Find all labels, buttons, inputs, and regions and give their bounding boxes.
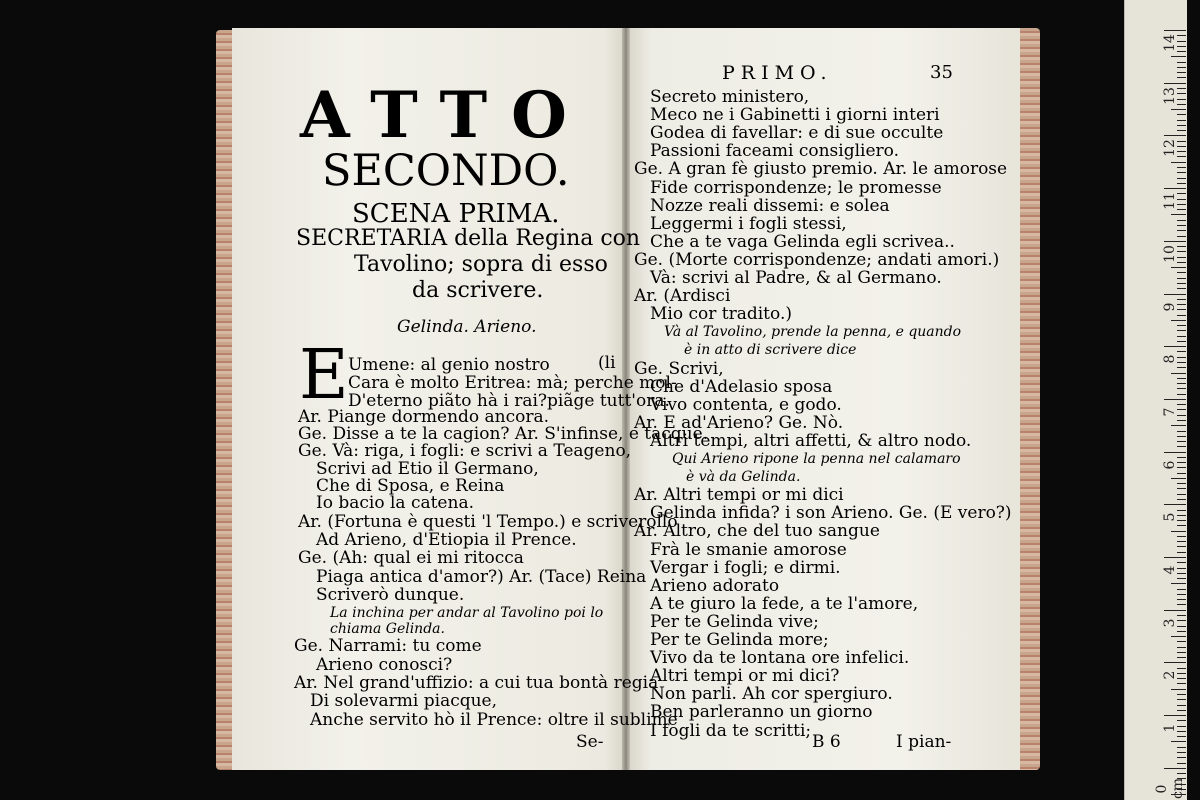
verse-line: Và: scrivi al Padre, & al Germano. bbox=[650, 268, 942, 288]
ruler-tick bbox=[1177, 204, 1186, 205]
ruler-label: 6 bbox=[1162, 460, 1178, 470]
ruler-tick bbox=[1171, 478, 1186, 479]
ruler-tick bbox=[1177, 46, 1186, 47]
ruler-tick bbox=[1177, 351, 1186, 352]
ruler-tick bbox=[1177, 731, 1186, 732]
ruler-tick bbox=[1164, 715, 1186, 716]
ruler-tick bbox=[1177, 156, 1186, 157]
ruler-tick bbox=[1171, 425, 1186, 426]
ruler-label: 4 bbox=[1162, 565, 1178, 575]
act-subtitle: SECONDO. bbox=[322, 146, 570, 196]
ruler-label: 2 bbox=[1162, 670, 1178, 680]
verse-line: Ge. Và: riga, i fogli: e scrivi a Teageno, bbox=[298, 441, 632, 461]
ruler-tick bbox=[1177, 615, 1186, 616]
verse-line: Ad Arieno, d'Etiopia il Prence. bbox=[316, 530, 577, 550]
ruler-tick bbox=[1177, 705, 1186, 706]
verse-line: Umene: al genio nostro bbox=[348, 355, 550, 375]
ruler-tick bbox=[1171, 636, 1186, 637]
ruler-tick bbox=[1164, 188, 1186, 189]
ruler-tick bbox=[1177, 473, 1186, 474]
ruler-tick bbox=[1164, 452, 1186, 453]
ruler-tick bbox=[1164, 294, 1186, 295]
catchword-right: I pian- bbox=[896, 732, 952, 752]
ruler-tick bbox=[1177, 283, 1186, 284]
verse-line: Qui Arieno ripone la penna nel calamaro bbox=[672, 451, 961, 467]
ruler-tick bbox=[1177, 757, 1186, 758]
ruler-tick bbox=[1177, 77, 1186, 78]
ruler-tick bbox=[1177, 288, 1186, 289]
ruler-tick bbox=[1164, 83, 1186, 84]
verse-line: Che a te vaga Gelinda egli scrivea.. bbox=[650, 231, 955, 252]
ruler-tick bbox=[1171, 56, 1186, 57]
ruler-tick bbox=[1177, 151, 1186, 152]
ruler-tick bbox=[1177, 120, 1186, 121]
ruler-tick bbox=[1177, 404, 1186, 405]
ruler-tick bbox=[1177, 599, 1186, 600]
running-header: PRIMO. bbox=[722, 62, 833, 84]
verse-line: A te giuro la fede, a te l'amore, bbox=[650, 593, 919, 614]
ruler-label: 14 bbox=[1162, 34, 1178, 52]
verse-line: Ben parleranno un giorno bbox=[650, 702, 873, 723]
ruler-tick bbox=[1177, 652, 1186, 653]
verse-line: Và al Tavolino, prende la penna, e quando bbox=[664, 324, 962, 341]
setting-line: Tavolino; sopra di esso bbox=[354, 252, 608, 277]
ruler-tick bbox=[1177, 589, 1186, 590]
ruler-tick bbox=[1164, 135, 1186, 136]
ruler-label: 0 cm bbox=[1154, 777, 1186, 799]
ruler-tick bbox=[1177, 167, 1186, 168]
verse-line: Nozze reali dissemi: e solea bbox=[650, 195, 890, 216]
ruler-tick bbox=[1171, 214, 1186, 215]
ruler-tick bbox=[1164, 662, 1186, 663]
ruler-tick bbox=[1171, 583, 1186, 584]
verse-line: Ge. Narrami: tu come bbox=[294, 636, 482, 656]
ruler-tick bbox=[1177, 62, 1186, 63]
verse-line: Ar. Altro, che del tuo sangue bbox=[634, 521, 880, 542]
verse-line: Scriverò dunque. bbox=[316, 585, 465, 605]
ruler-tick bbox=[1164, 241, 1186, 242]
ruler-tick bbox=[1177, 446, 1186, 447]
ruler-tick bbox=[1177, 441, 1186, 442]
verse-line: Ar. (Ardisci bbox=[634, 286, 731, 307]
verse-line: è và da Gelinda. bbox=[686, 469, 801, 486]
ruler-tick bbox=[1177, 668, 1186, 669]
catchword-left: Se- bbox=[576, 732, 604, 752]
verse-line: Mio cor tradito.) bbox=[650, 304, 792, 325]
ruler-tick bbox=[1177, 367, 1186, 368]
ruler-tick bbox=[1177, 183, 1186, 184]
ruler-label: 7 bbox=[1162, 407, 1178, 417]
ruler-tick bbox=[1177, 114, 1186, 115]
ruler-tick bbox=[1164, 768, 1186, 769]
margin-note: (li bbox=[598, 353, 616, 373]
ruler-tick bbox=[1177, 494, 1186, 495]
ruler-tick bbox=[1177, 172, 1186, 173]
ruler-tick bbox=[1177, 220, 1186, 221]
ruler-tick bbox=[1177, 552, 1186, 553]
ruler-tick bbox=[1177, 93, 1186, 94]
ruler-tick bbox=[1177, 457, 1186, 458]
ruler-tick bbox=[1177, 236, 1186, 237]
ruler-tick bbox=[1177, 304, 1186, 305]
ruler-tick bbox=[1177, 573, 1186, 574]
ruler-tick bbox=[1177, 488, 1186, 489]
ruler-tick bbox=[1177, 673, 1186, 674]
ruler-tick bbox=[1177, 720, 1186, 721]
ruler-tick bbox=[1164, 346, 1186, 347]
verse-line: Scrivi ad Etio il Germano, bbox=[316, 459, 539, 479]
ruler-tick bbox=[1177, 362, 1186, 363]
ruler-tick bbox=[1177, 51, 1186, 52]
ruler-tick bbox=[1177, 388, 1186, 389]
ruler-tick bbox=[1177, 315, 1186, 316]
ruler-label: 8 bbox=[1162, 354, 1178, 364]
ruler-tick bbox=[1171, 689, 1186, 690]
ruler-tick bbox=[1171, 531, 1186, 532]
verse-line: Fide corrispondenze; le promesse bbox=[650, 177, 942, 198]
ruler-tick bbox=[1164, 610, 1186, 611]
ruler-tick bbox=[1177, 683, 1186, 684]
ruler-tick bbox=[1177, 415, 1186, 416]
ruler-tick bbox=[1177, 641, 1186, 642]
ruler-tick bbox=[1177, 104, 1186, 105]
ruler-tick bbox=[1171, 267, 1186, 268]
ruler-tick bbox=[1177, 178, 1186, 179]
ruler-tick bbox=[1177, 41, 1186, 42]
page-number: 35 bbox=[930, 62, 953, 83]
ruler-tick bbox=[1177, 657, 1186, 658]
ruler-tick bbox=[1177, 357, 1186, 358]
verse-line: Ar. Altri tempi or mi dici bbox=[634, 485, 844, 506]
ruler-tick bbox=[1177, 604, 1186, 605]
ruler-tick bbox=[1177, 130, 1186, 131]
verse-line: Per te Gelinda more; bbox=[650, 630, 829, 650]
ruler-tick bbox=[1177, 763, 1186, 764]
verse-line: Arieno conosci? bbox=[316, 655, 453, 675]
verse-line: Vergar i fogli; e dirmi. bbox=[650, 557, 841, 578]
ruler-tick bbox=[1177, 309, 1186, 310]
verse-line: Ge. A gran fè giusto premio. Ar. le amorose bbox=[634, 159, 1008, 180]
setting-line: da scrivere. bbox=[412, 278, 544, 303]
ruler-tick bbox=[1177, 462, 1186, 463]
verse-line: Cara è molto Eritrea: mà; perche mol- bbox=[348, 373, 677, 393]
ruler-tick bbox=[1177, 125, 1186, 126]
ruler-tick bbox=[1177, 499, 1186, 500]
ruler-tick bbox=[1177, 710, 1186, 711]
ruler-tick bbox=[1177, 515, 1186, 516]
ruler-tick bbox=[1177, 330, 1186, 331]
signature-mark: B 6 bbox=[812, 732, 841, 752]
verse-line: Anche servito hò il Prence: oltre il sublime bbox=[310, 710, 678, 730]
ruler-tick bbox=[1177, 199, 1186, 200]
ruler-tick bbox=[1171, 741, 1186, 742]
verse-line: Passioni faceami consigliero. bbox=[650, 141, 899, 162]
ruler-tick bbox=[1177, 99, 1186, 100]
ruler-tick bbox=[1177, 525, 1186, 526]
verse-line: D'eterno piãto hà i rai?piãge tutt'ora. bbox=[348, 391, 670, 411]
ruler-tick bbox=[1177, 325, 1186, 326]
verse-line: Leggermi i fogli stessi, bbox=[650, 213, 847, 234]
verse-line: Ar. Nel grand'uffizio: a cui tua bontà regia bbox=[294, 673, 659, 693]
ruler-tick bbox=[1177, 336, 1186, 337]
ruler-tick bbox=[1177, 278, 1186, 279]
ruler-tick bbox=[1177, 193, 1186, 194]
verse-line: Io bacio la catena. bbox=[316, 493, 474, 513]
ruler-tick bbox=[1177, 699, 1186, 700]
ruler-tick bbox=[1177, 431, 1186, 432]
verse-line: Vivo contenta, e godo. bbox=[650, 394, 842, 415]
verse-line: Altri tempi or mi dici? bbox=[650, 666, 840, 687]
verse-line: Arieno adorato bbox=[650, 575, 780, 596]
ruler-tick bbox=[1177, 620, 1186, 621]
ruler-tick bbox=[1177, 736, 1186, 737]
ruler-tick bbox=[1177, 409, 1186, 410]
verse-line: Gelinda infida? i son Arieno. Ge. (E vero?) bbox=[650, 503, 1012, 524]
ruler-tick bbox=[1177, 146, 1186, 147]
ruler-tick bbox=[1164, 30, 1186, 31]
ruler-tick bbox=[1177, 420, 1186, 421]
verse-line: Ge. (Ah: qual ei mi ritocca bbox=[298, 548, 524, 568]
verse-line: Altri tempi, altri affetti, & altro nodo. bbox=[650, 430, 972, 451]
ruler-tick bbox=[1177, 568, 1186, 569]
verse-line: Per te Gelinda vive; bbox=[650, 611, 819, 632]
ruler-label: 12 bbox=[1162, 139, 1178, 158]
ruler-tick bbox=[1177, 436, 1186, 437]
ruler-tick bbox=[1177, 631, 1186, 632]
ruler-tick bbox=[1177, 726, 1186, 727]
ruler-label: 9 bbox=[1162, 302, 1178, 311]
ruler-tick bbox=[1171, 320, 1186, 321]
ruler-label: 11 bbox=[1162, 192, 1178, 211]
ruler-tick bbox=[1164, 557, 1186, 558]
ruler-tick bbox=[1177, 562, 1186, 563]
verse-line: Ge. Scrivi, bbox=[634, 358, 724, 379]
scene-title: SCENA PRIMA. bbox=[352, 199, 560, 229]
characters-line: Gelinda. Arieno. bbox=[397, 317, 537, 337]
ruler-tick bbox=[1177, 483, 1186, 484]
ruler-tick bbox=[1177, 383, 1186, 384]
verse-line: La inchina per andar al Tavolino poi lo bbox=[330, 605, 604, 621]
verse-line: Ge. (Morte corrispondenze; andati amori.) bbox=[634, 249, 1000, 270]
ruler-tick bbox=[1177, 647, 1186, 648]
verse-line: Di solevarmi piacque, bbox=[310, 691, 498, 711]
ruler-tick bbox=[1177, 272, 1186, 273]
ruler-tick bbox=[1177, 752, 1186, 753]
ruler-tick bbox=[1177, 510, 1186, 511]
verse-line: I fogli da te scritti; bbox=[650, 720, 812, 741]
ruler-tick bbox=[1177, 225, 1186, 226]
ruler-tick bbox=[1171, 373, 1186, 374]
ruler-tick bbox=[1177, 626, 1186, 627]
verse-line: Meco ne i Gabinetti i giorni interi bbox=[650, 105, 940, 126]
ruler-tick bbox=[1177, 747, 1186, 748]
verse-line: Ge. Disse a te la cagion? Ar. S'infinse, e tacque. bbox=[298, 424, 709, 444]
ruler-tick bbox=[1164, 399, 1186, 400]
ruler-tick bbox=[1171, 162, 1186, 163]
ruler-tick bbox=[1177, 546, 1186, 547]
verse-line: Ar. E ad'Arieno? Ge. Nò. bbox=[634, 412, 844, 433]
ruler-tick bbox=[1177, 72, 1186, 73]
ruler-tick bbox=[1171, 109, 1186, 110]
ruler-tick bbox=[1177, 341, 1186, 342]
ruler-tick bbox=[1177, 694, 1186, 695]
ruler-tick bbox=[1177, 141, 1186, 142]
ruler-tick bbox=[1177, 394, 1186, 395]
verse-line: chiama Gelinda. bbox=[330, 621, 445, 637]
ruler-tick bbox=[1177, 67, 1186, 68]
ruler-label: 13 bbox=[1162, 86, 1178, 105]
ruler-tick bbox=[1177, 594, 1186, 595]
ruler-label: 5 bbox=[1162, 512, 1178, 522]
ruler-tick bbox=[1164, 504, 1186, 505]
ruler-tick bbox=[1177, 467, 1186, 468]
verse-line: Piaga antica d'amor?) Ar. (Tace) Reina bbox=[316, 567, 647, 587]
verse-line: è in atto di scrivere dice bbox=[684, 342, 857, 359]
ruler-tick bbox=[1177, 262, 1186, 263]
ruler-label: 3 bbox=[1162, 618, 1178, 628]
ruler-tick bbox=[1177, 536, 1186, 537]
ruler-tick bbox=[1177, 230, 1186, 231]
verse-line: Godea di favellar: e di sue occulte bbox=[650, 123, 944, 144]
ruler-tick bbox=[1177, 773, 1186, 774]
ruler-tick bbox=[1177, 541, 1186, 542]
ruler-tick bbox=[1177, 209, 1186, 210]
ruler-label: 1 bbox=[1162, 723, 1178, 733]
verse-line: Ar. (Fortuna è questi 'l Tempo.) e scriverollo bbox=[298, 512, 678, 532]
ruler-tick bbox=[1177, 246, 1186, 247]
verse-line: Vivo da te lontana ore infelici. bbox=[650, 648, 910, 669]
verse-line: Ar. Piange dormendo ancora. bbox=[298, 407, 550, 427]
act-title: ATTO bbox=[300, 78, 591, 153]
verse-line: Non parli. Ah cor spergiuro. bbox=[650, 684, 893, 705]
ruler-label: 10 bbox=[1162, 244, 1178, 263]
ruler-tick bbox=[1177, 578, 1186, 579]
verse-line: Che di Sposa, e Reina bbox=[316, 476, 505, 496]
verse-line: Frà le smanie amorose bbox=[650, 539, 847, 560]
verse-line: Secreto ministero, bbox=[650, 87, 810, 107]
verse-line: Che d'Adelasio sposa bbox=[650, 376, 833, 397]
ruler-tick bbox=[1177, 678, 1186, 679]
ruler-tick bbox=[1177, 520, 1186, 521]
ruler-tick bbox=[1177, 251, 1186, 252]
drop-cap: E bbox=[299, 336, 349, 415]
ruler-tick bbox=[1177, 299, 1186, 300]
ruler-tick bbox=[1177, 378, 1186, 379]
ruler-tick bbox=[1177, 257, 1186, 258]
ruler-tick bbox=[1177, 35, 1186, 36]
ruler-tick bbox=[1177, 88, 1186, 89]
setting-line: SECRETARIA della Regina con bbox=[296, 226, 641, 251]
